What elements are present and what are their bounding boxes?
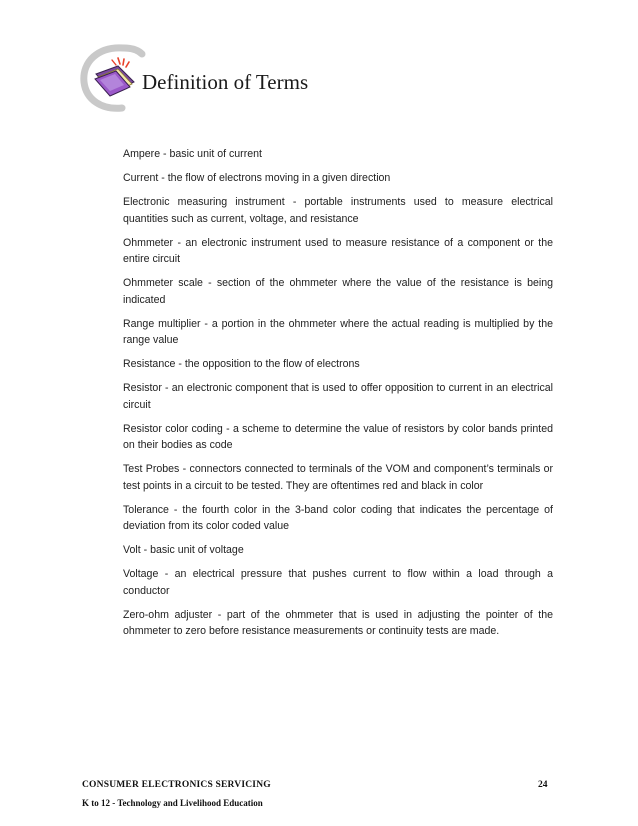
footer-program: K to 12 - Technology and Livelihood Education — [82, 798, 263, 808]
page-number: 24 — [538, 780, 548, 790]
page-title: Definition of Terms — [142, 70, 309, 94]
term-definition: Resistance - the opposition to the flow of electrons — [123, 358, 360, 370]
term-definition: Current - the flow of electrons moving in a given direction — [123, 172, 391, 184]
term-definition: Resistor - an electronic component that is used to offer opposition to current in an electrical circuit — [123, 382, 553, 411]
term-definition: Tolerance - the fourth color in the 3-band color coding that indicates the percentage of deviation from its color coded value — [123, 503, 553, 532]
term-definition: Volt - basic unit of voltage — [123, 544, 244, 556]
term-definition: Ohmmeter scale - section of the ohmmeter where the value of the resistance is being indicated — [123, 277, 553, 306]
term-definition: Ohmmeter - an electronic instrument used to measure resistance of a component or the entire circuit — [123, 236, 553, 265]
book-icon — [78, 44, 146, 112]
term-definition: Electronic measuring instrument - portable instruments used to measure electrical quantities such as current, voltage, and resistance — [123, 196, 553, 225]
footer-course: CONSUMER ELECTRONICS SERVICING — [82, 780, 271, 790]
term-definition: Ampere - basic unit of current — [123, 148, 262, 160]
terms-list — [123, 146, 553, 647]
term-definition: Zero-ohm adjuster - part of the ohmmeter that is used in adjusting the pointer of the ohmmeter to zero before resistance measurements or continuity tests are made. — [123, 608, 553, 637]
section-header — [78, 44, 338, 114]
term-definition: Voltage - an electrical pressure that pushes current to flow within a load through a conductor — [123, 568, 553, 597]
term-definition: Range multiplier - a portion in the ohmmeter where the actual reading is multiplied by the range value — [123, 317, 553, 346]
term-definition: Test Probes - connectors connected to terminals of the VOM and component’s terminals or test points in a circuit to be tested. They are oftentimes red and black in color — [123, 463, 553, 492]
term-definition: Resistor color coding - a scheme to determine the value of resistors by color bands printed on their bodies as code — [123, 422, 553, 451]
page-footer — [82, 779, 271, 809]
